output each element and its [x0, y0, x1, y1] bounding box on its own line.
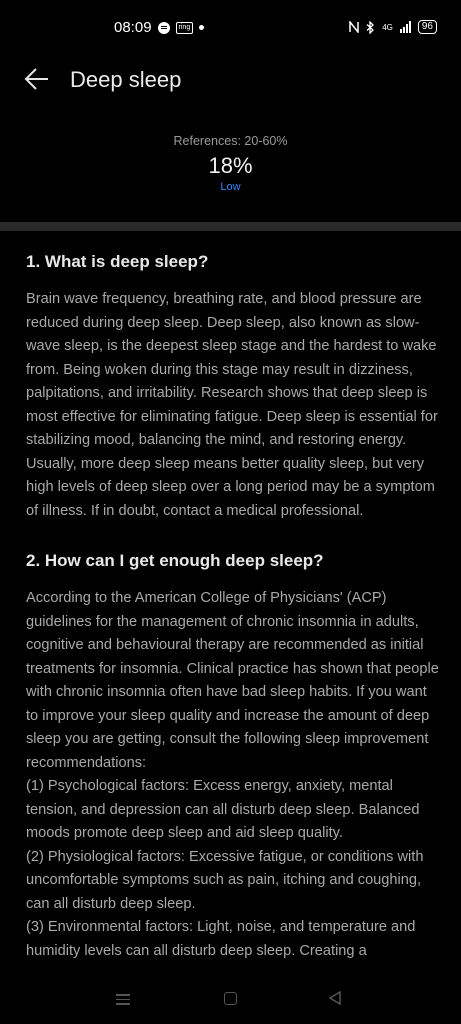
deep-sleep-percentage: 18% [208, 153, 253, 178]
signal-icon [400, 21, 411, 33]
menu-icon[interactable] [116, 994, 130, 1004]
page-title: Deep sleep [70, 67, 182, 92]
status-left-group [114, 19, 204, 36]
section-divider [0, 222, 461, 231]
section-body: Brain wave frequency, breathing rate, and blood pressure are reduced during deep sleep. Deep sleep, also known as slow-wave sleep, is the deepest sleep stage and the hardest to wake from. Being woken during this stage may result in dizziness, palpitations, and irritability. Research shows that deep sleep is most effective for eliminating fatigue. Deep sleep is essential for stabilizing mood, balancing the mind, and restoring energy. Usually, more deep sleep means better quality sleep, but very high levels of deep sleep over a long period may be a symptom of illness. If in doubt, contact a medical professional. [26, 291, 438, 519]
nfc-icon [349, 21, 359, 33]
arrow-left-icon [24, 66, 50, 92]
section-how-to [26, 549, 440, 963]
status-time: 08:09 [114, 19, 152, 36]
home-icon[interactable] [224, 992, 237, 1005]
navigation-bar [0, 974, 461, 1024]
header [0, 58, 461, 102]
battery-icon: 96 [418, 20, 437, 34]
status-bar [0, 0, 461, 60]
section-body: According to the American College of Physicians' (ACP) guidelines for the management of chronic insomnia in adults, cognitive and behavioural therapy are recommended as initial treatments for insomnia. Clinical practice has shown that people with chronic insomnia often have bad sleep habits. If you want to improve your sleep quality and increase the amount of deep sleep you are getting, consult the following sleep improvement recommendations: (1) Psychological factors: Excess energy, anxiety, mental tension, and depression can all disturb deep sleep. Balanced moods promote deep sleep and aid sleep quality. (2) Physiological factors: Excessive fatigue, or conditions with uncomfortable symptoms such as pain, itching and coughing, can all disturb deep sleep. (3) Environmental factors: Light, noise, and temperature and humidity levels can all disturb deep sleep. Creating a [26, 590, 439, 959]
section-what-is [26, 250, 440, 523]
reference-range: References: 20-60% [173, 134, 288, 148]
article-content[interactable] [26, 250, 440, 963]
ring-app-icon: ring [176, 22, 194, 34]
section-heading: 1. What is deep sleep? [26, 252, 209, 271]
network-type: 4G [382, 22, 393, 32]
section-heading: 2. How can I get enough deep sleep? [26, 551, 324, 570]
status-right-group [349, 20, 437, 34]
summary [0, 134, 461, 193]
notification-dot-icon [199, 25, 204, 30]
triangle-back-icon[interactable] [328, 991, 342, 1005]
back-button[interactable] [24, 66, 54, 94]
level-label: Low [220, 181, 241, 193]
bluetooth-icon [366, 21, 375, 34]
spotify-icon [158, 22, 170, 34]
